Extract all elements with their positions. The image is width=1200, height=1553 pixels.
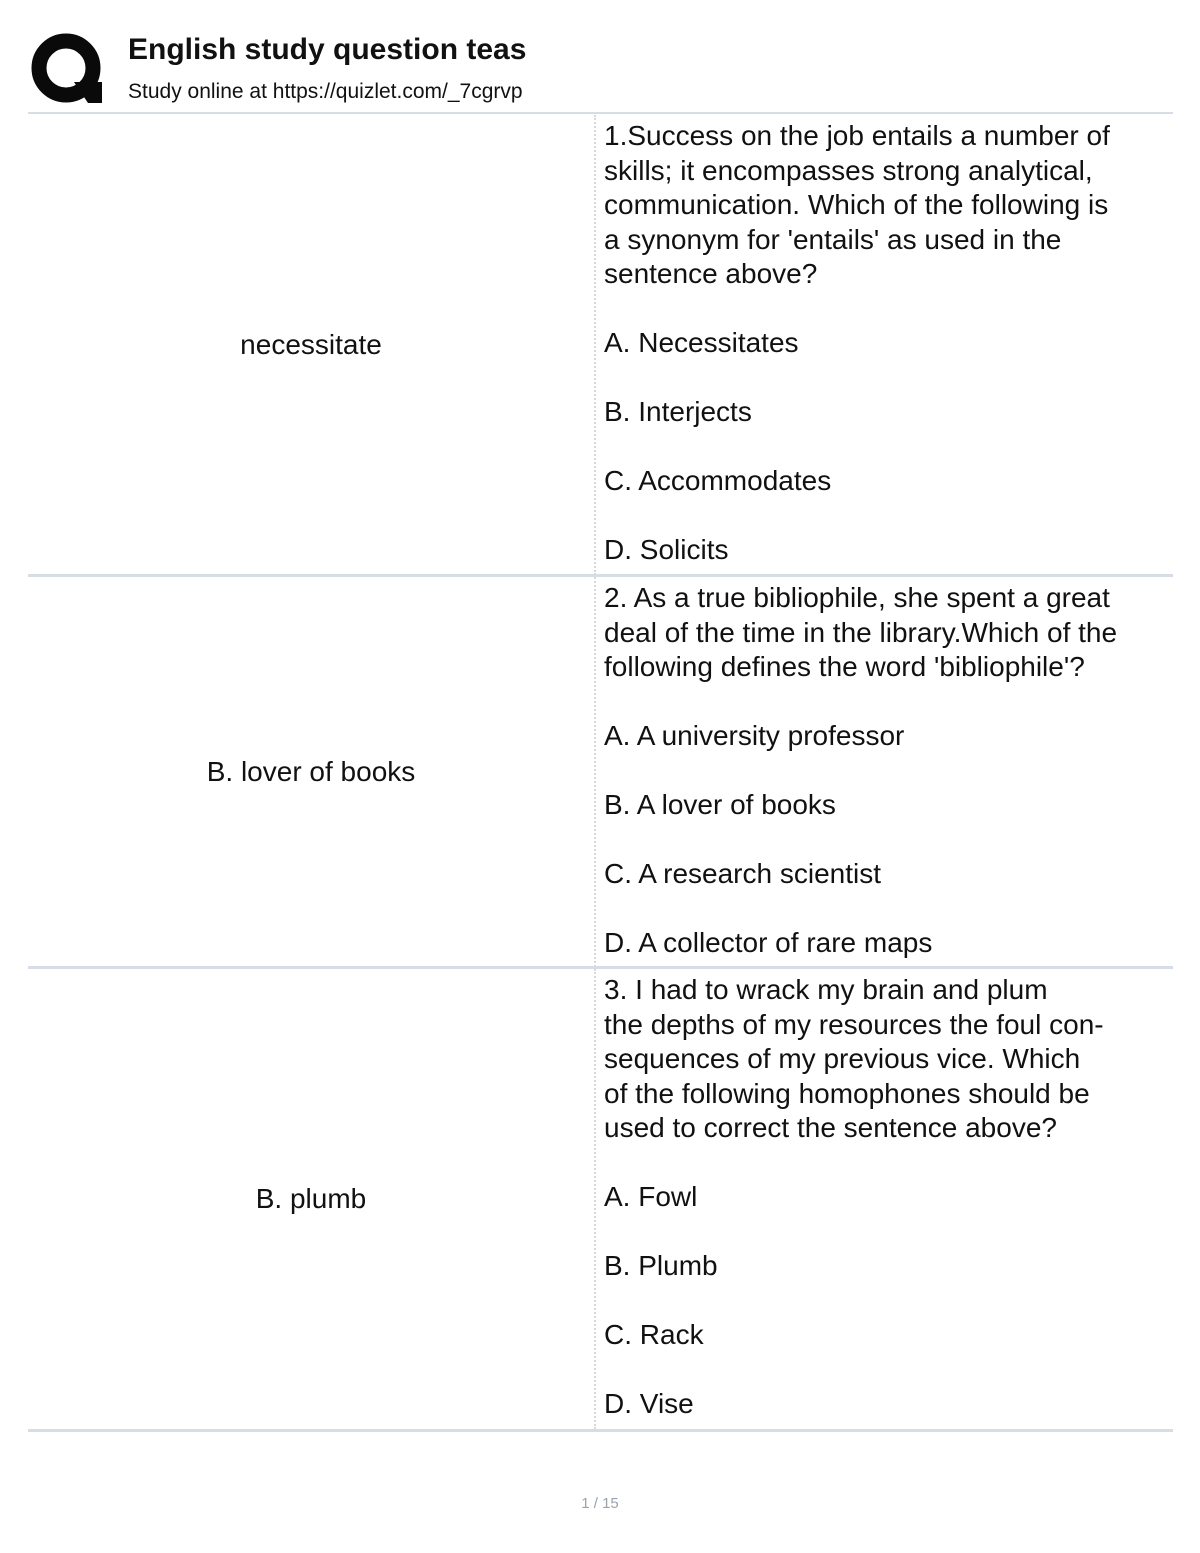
question-line: used to correct the sentence above?: [604, 1112, 1057, 1143]
page-number: 1 / 15: [581, 1495, 619, 1512]
question-line: 3. I had to wrack my brain and plum: [604, 974, 1048, 1005]
question-line: a synonym for 'entails' as used in the: [604, 223, 1062, 255]
question-line: the depths of my resources the foul con-: [604, 1008, 1104, 1040]
question-line: 1.Success on the job entails a number of: [604, 120, 1110, 151]
answer-option: B. Interjects: [604, 396, 752, 427]
question-line: following defines the word 'bibliophile'?: [604, 651, 1085, 682]
question-line: communication. Which of the following is: [604, 189, 1109, 220]
answer-option: C. Rack: [604, 1319, 704, 1350]
quizlet-logo-icon: [30, 30, 106, 106]
card-row: [28, 969, 1173, 1429]
column-divider: [594, 577, 596, 967]
card-term: B. plumb: [255, 1182, 367, 1214]
answer-option: A. Fowl: [604, 1181, 698, 1212]
question-line: of the following homophones should be: [604, 1077, 1090, 1109]
question-line: skills; it encompasses strong analytical,: [604, 154, 1093, 186]
answer-option: A. A university professor: [604, 720, 905, 751]
study-online-link[interactable]: Study online at https://quizlet.com/_7cgrvp: [128, 80, 523, 103]
question-line: sentence above?: [604, 258, 818, 289]
question-line: 2. As a true bibliophile, she spent a great: [604, 582, 1110, 613]
card-term: B. lover of books: [206, 755, 416, 787]
header-divider: [28, 112, 1173, 114]
question-line: deal of the time in the library.Which of the: [604, 616, 1118, 648]
card-separator: [28, 1429, 1173, 1432]
answer-option: B. Plumb: [604, 1250, 718, 1281]
answer-option: C. Accommodates: [604, 465, 832, 496]
card-definition: [604, 973, 1172, 1422]
answer-option: C. A research scientist: [604, 858, 882, 889]
card-row: [28, 115, 1173, 575]
answer-option: D. Vise: [604, 1388, 694, 1419]
card-definition: [604, 581, 1172, 961]
column-divider: [594, 115, 596, 575]
column-divider: [594, 969, 596, 1429]
answer-option: D. A collector of rare maps: [604, 927, 933, 958]
card-term: necessitate: [240, 328, 382, 360]
answer-option: B. A lover of books: [604, 789, 836, 820]
question-line: sequences of my previous vice. Which: [604, 1043, 1081, 1074]
card-definition: [604, 119, 1172, 568]
answer-option: D. Solicits: [604, 534, 729, 565]
set-title: English study question teas: [128, 33, 527, 66]
card-row: [28, 577, 1173, 967]
answer-option: A. Necessitates: [604, 327, 799, 358]
